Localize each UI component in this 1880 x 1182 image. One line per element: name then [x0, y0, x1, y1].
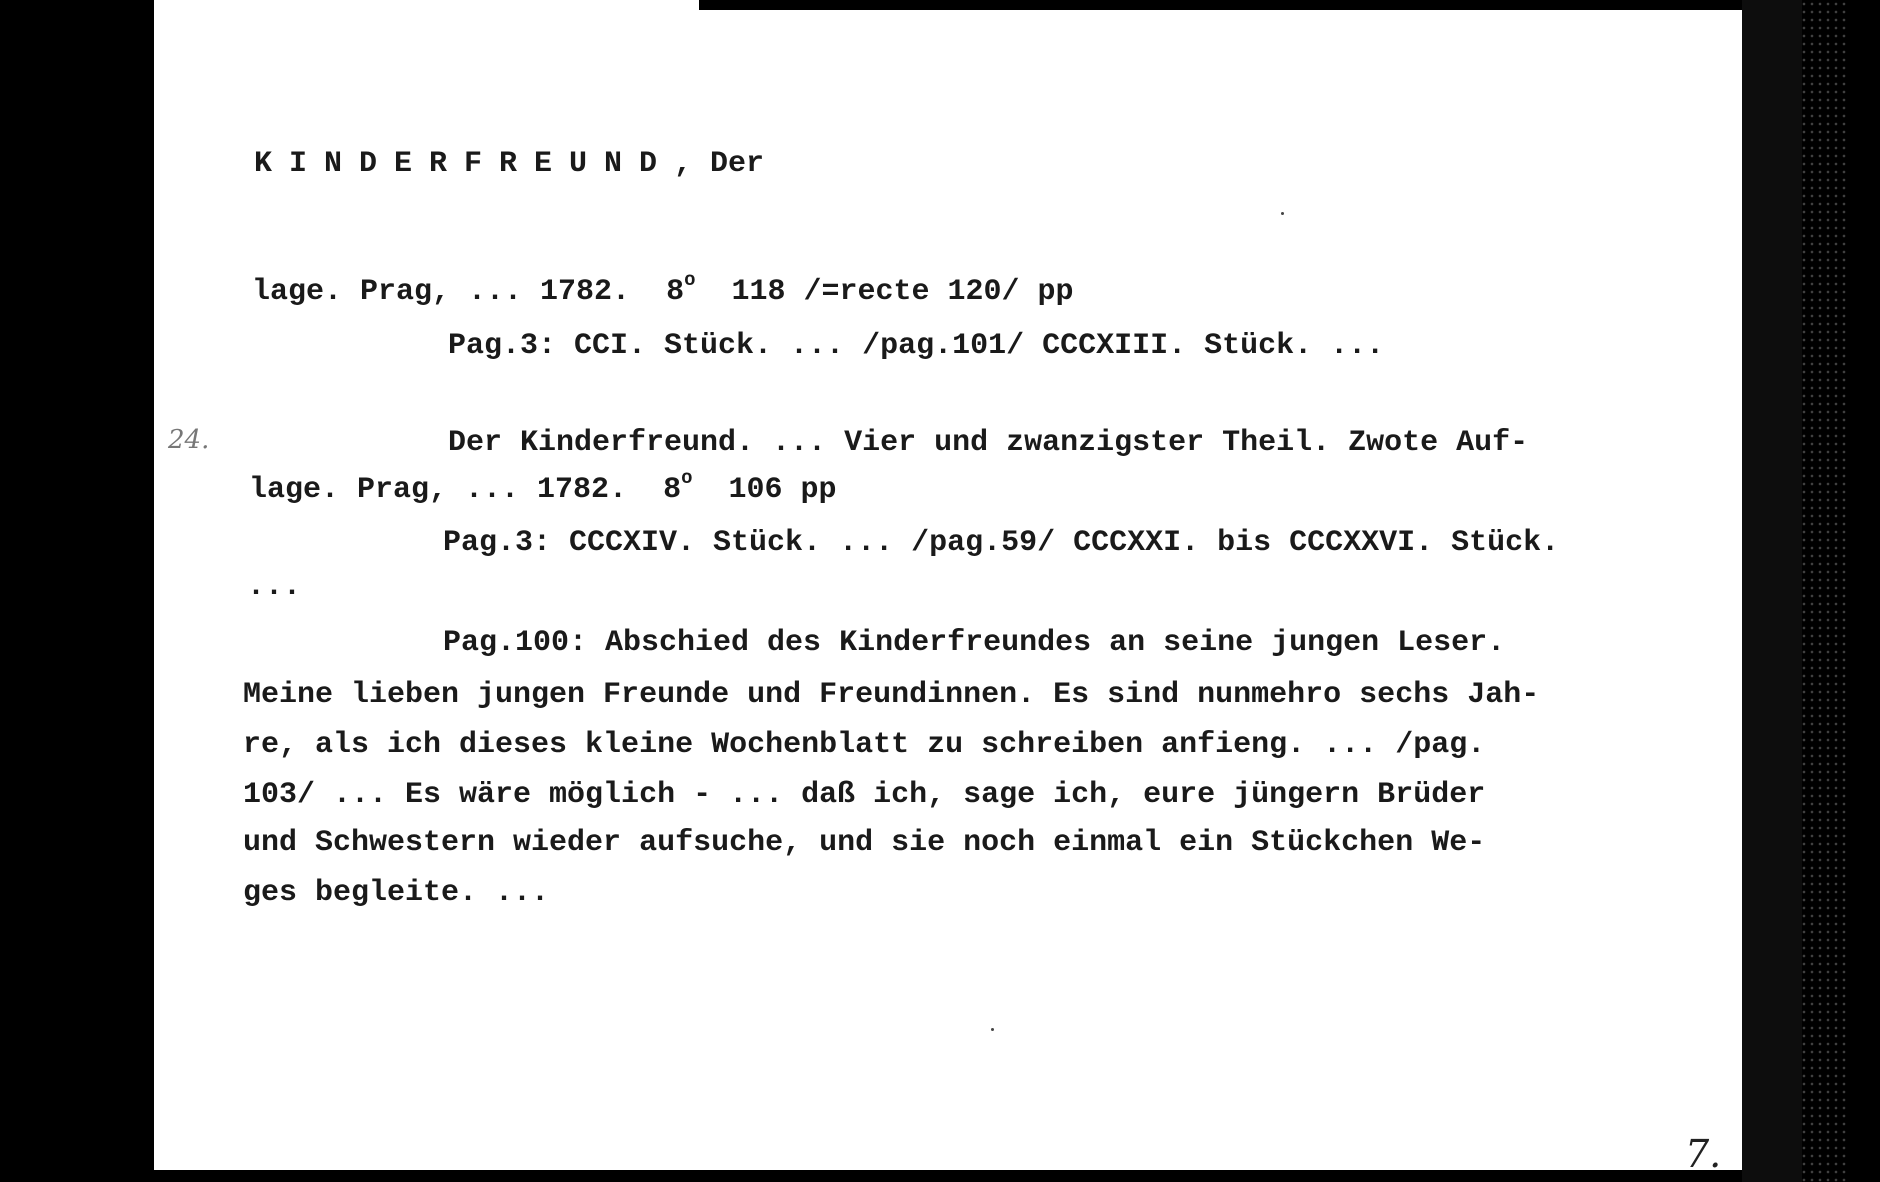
excerpt-line: Meine lieben jungen Freunde und Freundinnen. Es sind nunmehro sechs Jah- — [243, 678, 1540, 712]
entry2-line2-text: lage. Prag, ... 1782. 8 — [249, 473, 682, 507]
entry2-line3: Pag.3: CCCXIV. Stück. ... /pag.59/ CCCXXI. bis CCCXXVI. Stück. — [443, 526, 1560, 560]
format-superscript: o — [681, 467, 693, 489]
scan-speck — [991, 1028, 994, 1031]
entry2-line2 — [249, 467, 837, 507]
excerpt-line: Pag.100: Abschied des Kinderfreundes an seine jungen Leser. — [443, 626, 1506, 660]
heading-title: KINDERFREUND — [254, 147, 675, 181]
catalog-card — [154, 10, 1742, 1170]
card-heading — [254, 149, 764, 179]
scan-edge — [1742, 0, 1802, 1182]
excerpt-line: re, als ich dieses kleine Wochenblatt zu schreiben anfieng. ... /pag. — [243, 728, 1486, 762]
card-number: 7. — [1685, 1132, 1722, 1176]
card-top-strip — [154, 0, 699, 10]
entry1-line1 — [252, 269, 1074, 309]
excerpt-line: und Schwestern wieder aufsuche, und sie noch einmal ein Stückchen We- — [243, 826, 1486, 860]
heading-suffix: , Der — [674, 147, 765, 181]
entry2-line2-pages: 106 pp — [692, 473, 837, 507]
entry1-line1-text: lage. Prag, ... 1782. 8 — [252, 275, 685, 309]
excerpt-line: 103/ ... Es wäre möglich - ... daß ich, sage ich, eure jüngern Brüder — [243, 778, 1486, 812]
film-perforation — [1800, 0, 1846, 1182]
entry1-line1-pages: 118 /=recte 120/ pp — [695, 275, 1074, 309]
format-superscript: o — [684, 269, 696, 291]
entry2-line1: Der Kinderfreund. ... Vier und zwanzigster Theil. Zwote Auf- — [448, 426, 1529, 460]
entry1-line2: Pag.3: CCI. Stück. ... /pag.101/ CCCXIII. Stück. ... — [448, 329, 1385, 363]
entry2-line4: ... — [247, 570, 302, 604]
scan-speck — [1281, 212, 1284, 215]
margin-note: 24. — [168, 425, 210, 455]
excerpt-line: ges begleite. ... — [243, 876, 550, 910]
